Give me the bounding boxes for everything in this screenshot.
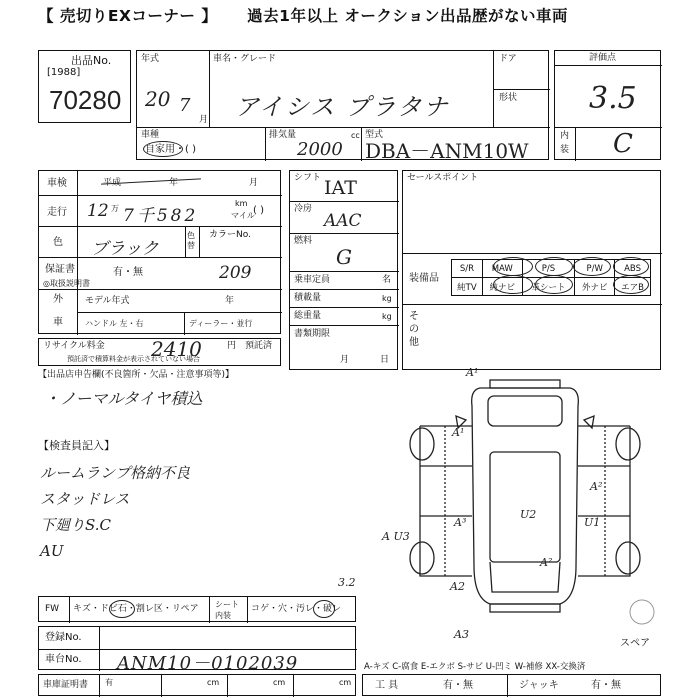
displacement-value: 2000 — [297, 139, 343, 160]
circle-seat-item — [313, 600, 335, 618]
color-label: 色 — [53, 237, 63, 248]
cert-box — [38, 674, 356, 696]
equip-ps: P/S — [522, 260, 575, 278]
ac-value: AAC — [324, 211, 362, 231]
fuel-value: G — [336, 245, 352, 269]
docs-label: 書類期限 — [294, 329, 331, 339]
tools-box — [362, 674, 661, 696]
tools-options: 有・無 — [443, 680, 473, 691]
other-label-1: そ — [409, 311, 419, 322]
handle-label: ハンドル 左・右 — [85, 319, 144, 328]
mark-left-rear: A2 — [450, 580, 465, 593]
mileage-mile: マイル — [231, 211, 255, 220]
type-label: 車種 — [141, 130, 160, 140]
recycle-value: 2410 — [151, 337, 202, 361]
mark-left-mid: A³ — [454, 516, 467, 529]
jack-options: 有・無 — [591, 680, 621, 691]
color-no-label: カラーNo. — [209, 230, 251, 240]
load-unit: kg — [382, 294, 392, 303]
right-info-box — [402, 170, 661, 370]
docs-month: 月 — [340, 355, 350, 365]
inspector-line-3: 下廻りS.C — [40, 516, 111, 534]
equipment-label: 装備品 — [409, 273, 439, 284]
mileage-unit-man: 万 — [111, 204, 119, 213]
exterior-label-2: 車 — [53, 317, 63, 328]
jack-label: ジャッキ — [519, 680, 559, 691]
circle-ps — [535, 257, 573, 276]
header-box — [136, 50, 549, 163]
mid-info-box — [289, 170, 398, 370]
capacity-label: 乗車定員 — [294, 275, 331, 285]
inspection-label: 車検 — [47, 178, 67, 189]
cert-item-3: cm — [273, 678, 286, 687]
year-value: 20 — [145, 87, 171, 111]
exterior-model-label: モデル年式 — [85, 296, 130, 306]
chassis-label: 車台No. — [45, 654, 82, 665]
recycle-label: リサイクル料金 — [43, 341, 105, 351]
warranty-label: 保証書 — [45, 264, 75, 275]
inspector-label: 【検査員記入】 — [38, 439, 115, 452]
inspection-year: 年 — [169, 178, 179, 188]
shape-label: 形状 — [499, 93, 518, 103]
mileage-km: km — [235, 199, 248, 208]
model-label: 型式 — [365, 130, 384, 140]
mileage-paren: ( ) — [253, 205, 264, 216]
seller-notes-value: ・ノーマルタイヤ積込 — [44, 389, 203, 408]
equip-leather: 革シート — [522, 278, 575, 296]
cert-label: 車庫証明書 — [43, 680, 89, 690]
circle-pw — [573, 257, 611, 276]
lot-number: 70280 — [49, 85, 122, 115]
lot-label: 出品No. — [71, 54, 112, 67]
other-label-2: の — [409, 324, 419, 335]
dealer-label: ディーラー・並行 — [189, 319, 253, 328]
sales-point-label: セールスポイント — [407, 173, 479, 183]
docs-day: 日 — [380, 355, 390, 365]
mark-right-mid: U1 — [584, 516, 601, 529]
tools-label: 工 具 — [375, 680, 399, 691]
model-value: DBA－ANM10W — [365, 139, 529, 163]
car-damage-diagram — [380, 366, 670, 636]
color-change-label: 色替 — [187, 231, 195, 250]
mileage-label: 走行 — [47, 207, 67, 218]
equip-airbag: エアB — [615, 278, 651, 296]
displacement-unit: cc — [351, 131, 360, 140]
color-value: ブラック — [91, 239, 159, 259]
inspection-month: 月 — [249, 178, 259, 188]
capacity-unit: 名 — [382, 275, 392, 285]
other-label-3: 他 — [409, 337, 419, 348]
fw-label: FW — [45, 604, 60, 614]
shift-label: シフト — [294, 173, 322, 183]
mark-right-rear: A² — [540, 556, 553, 569]
seller-notes-label: 【出品店申告欄(不良箇所・欠品・注意事項等)】 — [38, 370, 235, 380]
seat-label-2: 内装 — [215, 611, 231, 620]
mark-left-door: A U3 — [382, 530, 410, 543]
equip-tv: 純TV — [452, 278, 483, 296]
cert-item-2: cm — [207, 678, 220, 687]
cert-item-4: cm — [339, 678, 352, 687]
load-label: 積載量 — [294, 293, 322, 303]
fw-items: キズ・ドビ石・割レ区・リペア — [73, 604, 199, 614]
door-label: ドア — [499, 54, 517, 64]
spare-label: スペア — [620, 638, 650, 649]
lot-sub-number: [1988] — [47, 67, 81, 78]
month-value: 7 — [179, 95, 191, 116]
circle-abs — [613, 257, 649, 276]
recycle-status: 預託済 — [245, 341, 273, 351]
score-box — [554, 50, 661, 160]
equip-abs: ABS — [615, 260, 651, 278]
warranty-options: 有・無 — [113, 267, 143, 278]
circle-aw — [493, 257, 533, 276]
year-label: 年式 — [141, 54, 160, 64]
seat-note: 3.2 — [338, 576, 356, 589]
mark-front: A¹ — [466, 366, 479, 379]
name-label: 車名・グレード — [213, 54, 277, 64]
mark-rear: A3 — [454, 628, 469, 641]
fuel-label: 燃料 — [294, 236, 313, 246]
mark-roof: U2 — [520, 508, 537, 521]
manual-label: ◎取扱説明書 — [43, 279, 90, 288]
inspector-line-4: AU — [40, 542, 64, 560]
equip-ext-navi: 外ナビ — [575, 278, 615, 296]
circle-navi — [493, 275, 533, 294]
exterior-label-1: 外 — [53, 294, 63, 305]
equip-aw: MAW — [482, 260, 522, 278]
gross-unit: kg — [382, 312, 392, 321]
mileage-rest: 7千582 — [123, 206, 199, 226]
circle-airbag — [613, 275, 649, 294]
chassis-value: ANM10－0102039 — [117, 653, 299, 674]
color-no-value: 209 — [219, 263, 252, 283]
banner-right-text: 過去1年以上 オークション出品歴がない車両 — [247, 7, 569, 25]
exterior-year-unit: 年 — [225, 296, 235, 306]
equip-sr: S/R — [452, 260, 483, 278]
gross-label: 総重量 — [294, 311, 322, 321]
private-use-circle — [143, 141, 183, 157]
inspector-line-1: ルームランプ格納不良 — [40, 464, 191, 482]
inspector-line-2: スタッドレス — [40, 490, 130, 508]
seat-label-1: シート — [215, 600, 239, 609]
ac-label: 冷房 — [294, 204, 313, 214]
mileage-man: 12 — [87, 201, 109, 221]
left-info-box — [38, 170, 281, 334]
recycle-note: 預託済で積算料金が表示されていない場合 — [67, 355, 200, 363]
interior-value: C — [613, 129, 633, 159]
type-value: 自家用・( ) — [145, 144, 196, 155]
recycle-unit: 円 — [227, 341, 237, 351]
mark-front-left: A¹ — [452, 426, 465, 439]
banner-title — [0, 2, 700, 30]
car-name-value: アイシス プラタナ — [235, 93, 450, 121]
displacement-label: 排気量 — [269, 130, 297, 140]
recycle-box — [38, 338, 281, 366]
score-label: 評価点 — [589, 53, 617, 63]
month-unit: 月 — [199, 115, 209, 125]
seat-items: コゲ・穴・汚レ・破レ — [251, 604, 342, 614]
interior-label-2: 装 — [560, 145, 570, 155]
score-value: 3.5 — [589, 81, 637, 116]
mark-right-front: A² — [590, 480, 603, 493]
shift-value: IAT — [324, 177, 357, 199]
fw-box — [38, 596, 356, 622]
circle-fw-item — [109, 600, 135, 618]
inspection-era: 平成 — [103, 178, 122, 188]
interior-label-1: 内 — [560, 131, 570, 141]
equip-navi: 純ナビ — [482, 278, 522, 296]
lot-box — [38, 50, 131, 123]
registration-box — [38, 626, 356, 674]
cert-item-1: 有 — [105, 678, 113, 687]
circle-leather — [535, 275, 573, 294]
damage-legend: A-キズ C-腐食 E-エクボ S-サビ U-凹ミ W-補修 XX-交換済 — [364, 662, 586, 672]
reg-label: 登録No. — [45, 632, 82, 643]
equip-pw: P/W — [575, 260, 615, 278]
banner-left-text: 【 売切りEXコーナー 】 — [38, 7, 218, 25]
